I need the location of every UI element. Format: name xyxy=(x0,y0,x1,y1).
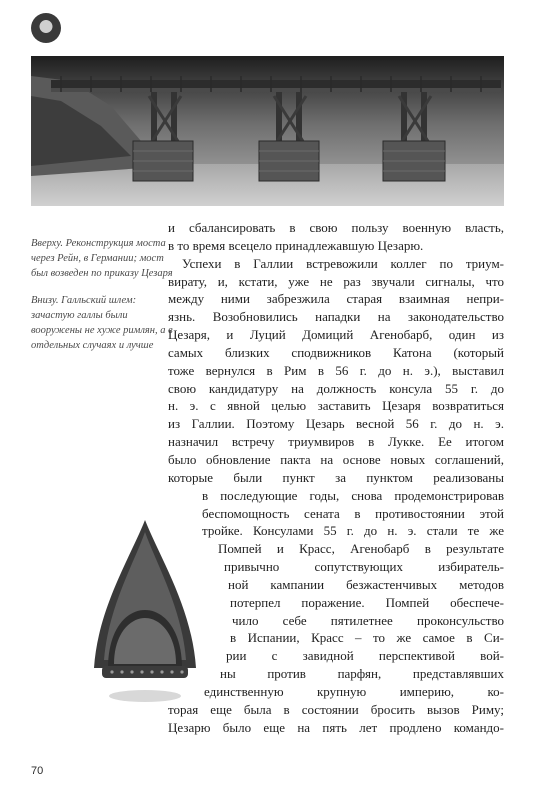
text-line: и сбалансировать в свою пользу военную власть, xyxy=(168,220,504,235)
text-line: чило себе пятилетнее проконсульство xyxy=(232,612,504,628)
bridge-photo xyxy=(31,56,504,206)
text-line: между ними забрезжила старая взаимная непри- xyxy=(168,291,504,307)
text-line: потерпел поражение. Помпей обеспече- xyxy=(230,594,504,610)
text-line: Успехи в Галлии встревожили коллег по триум- xyxy=(182,255,504,271)
gallic-helmet-image xyxy=(90,518,200,728)
text-line: единственную крупную империю, ко- xyxy=(204,683,504,699)
text-line: Цезаря, и Луций Домиций Агенобарб, один из xyxy=(168,327,504,343)
text-line: назначил встречу триумвиров в Лукке. Ее итогом xyxy=(168,434,504,450)
text-line: свою кандидатуру на должность консула 55 г. до xyxy=(168,380,504,396)
caption-column xyxy=(31,236,181,365)
text-line: привычно сопутствующих избиратель- xyxy=(224,559,504,575)
text-line: торая еще была в состоянии бросить вызов Риму; xyxy=(168,701,504,717)
text-line: н. э. с явной целью заставить Цезаря возвратиться xyxy=(168,398,504,414)
text-line: в то время всецело принадлежавшую Цезарю. xyxy=(168,237,424,253)
text-line: ны против парфян, представлявших xyxy=(220,666,504,682)
text-line: язнь. Возобновились нападки на законодательство xyxy=(168,309,504,325)
text-line: в последующие годы, снова продемонстрировав xyxy=(202,487,504,503)
caption-top: Вверху. Реконструкция моста через Рейн, в Германии; мост был возведен по приказу Цезаря xyxy=(31,238,173,279)
page-number: 70 xyxy=(31,765,44,777)
text-line: Помпей и Красс, Агенобарб в результате xyxy=(218,541,504,557)
caption-bottom: Внизу. Галльский шлем: зачастую галлы были вооружены не хуже римлян, а в отдельных случаях и лучше xyxy=(31,295,173,351)
text-line: из Галлии. Поэтому Цезарь весной 56 г. до н. э. xyxy=(168,416,504,432)
text-line: которые были пункт за пунктом реализованы xyxy=(168,469,504,485)
text-line: самых близких сподвижников Катона (который xyxy=(168,344,504,360)
main-text xyxy=(168,219,504,736)
text-line: вирату, и, кстати, уже не раз звучали сигналы, что xyxy=(168,273,504,289)
text-line: было обновление пакта на основе новых соглашений, xyxy=(168,451,504,467)
text-line: ной кампании безжастенчивых методов xyxy=(228,576,504,592)
text-line: тоже вернулся в Рим в 56 г. до н. э.), выставил xyxy=(168,362,504,378)
text-line: беспомощность сената в противостоянии этой xyxy=(202,505,504,521)
text-line: Цезарю было еще на пять лет продлено командо- xyxy=(168,719,504,735)
author-avatar xyxy=(31,13,61,43)
text-line: тройке. Консулами 55 г. до н. э. стали те же xyxy=(202,523,504,539)
text-line: рии с завидной перспективой вой- xyxy=(226,648,504,664)
text-line: в Испании, Красс – то же самое в Си- xyxy=(230,630,504,646)
